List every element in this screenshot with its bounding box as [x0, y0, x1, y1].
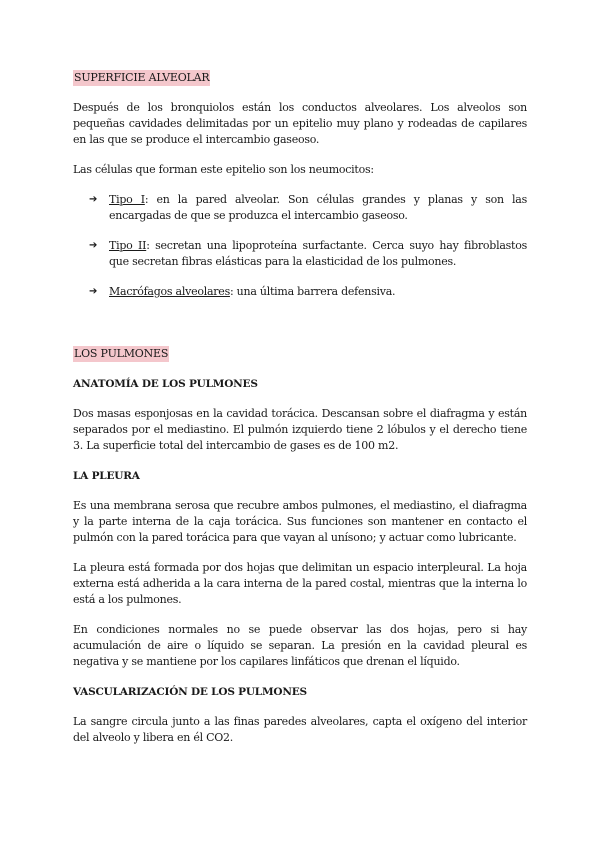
list-item-text: : en la pared alveolar. Son células grandes y planas y son las encargadas de que se produzca el intercambio gaseoso.	[109, 193, 527, 222]
arrow-bullet-icon: ➔	[89, 240, 98, 251]
heading-vascularizacion: VASCULARIZACIÓN DE LOS PULMONES	[73, 686, 307, 698]
document-page	[73, 64, 527, 746]
paragraph-pleura-3: En condiciones normales no se puede observar las dos hojas, pero si hay acumulación de aire o líquido se separan. La presión en la cavidad pleural es negativa y se mantiene por los capilares linfáticos que drenan el líquido.	[73, 623, 527, 668]
list-item-tipo-ii	[73, 238, 527, 270]
paragraph-pleura-1: Es una membrana serosa que recubre ambos pulmones, el mediastino, el diafragma y la parte interna de la caja torácica. Sus funciones son mantener en contacto el pulmón con la pared torácica para que vayan al unísono; y actuar como lubricante.	[73, 499, 527, 544]
list-item-macrofagos	[73, 284, 527, 300]
list-item-tipo-i	[73, 192, 527, 224]
neumocitos-list	[73, 192, 527, 300]
heading-anatomia: ANATOMÍA DE LOS PULMONES	[73, 378, 258, 390]
list-item-text: : secretan una lipoproteína surfactante. Cerca suyo hay fibroblastos que secretan fibras elásticas para la elasticidad de los pulmones.	[109, 239, 527, 268]
arrow-bullet-icon: ➔	[89, 194, 98, 205]
list-item-term: Tipo II	[109, 239, 147, 252]
arrow-bullet-icon: ➔	[89, 286, 98, 297]
heading-pleura: LA PLEURA	[73, 470, 140, 482]
list-item-term: Macrófagos alveolares	[109, 285, 230, 298]
section-title-superficie-alveolar: SUPERFICIE ALVEOLAR	[74, 71, 210, 84]
paragraph-pleura-2: La pleura está formada por dos hojas que delimitan un espacio interpleural. La hoja externa está adherida a la cara interna de la pared costal, mientras que la interna lo está a los pulmones.	[73, 561, 527, 606]
list-item-term: Tipo I	[109, 193, 145, 206]
paragraph-alveolos: Después de los bronquiolos están los conductos alveolares. Los alveolos son pequeñas cavidades delimitadas por un epitelio muy plano y rodeadas de capilares en las que se produce el intercambio gaseoso.	[73, 101, 527, 146]
paragraph-anatomia: Dos masas esponjosas en la cavidad torácica. Descansan sobre el diafragma y están separados por el mediastino. El pulmón izquierdo tiene 2 lóbulos y el derecho tiene 3. La superficie total del intercambio de gases es de 100 m2.	[73, 407, 527, 452]
paragraph-vascularizacion: La sangre circula junto a las finas paredes alveolares, capta el oxígeno del interior del alveolo y libera en él CO2.	[73, 715, 527, 744]
paragraph-neumocitos: Las células que forman este epitelio son los neumocitos:	[73, 163, 374, 176]
list-item-text: : una última barrera defensiva.	[229, 285, 396, 298]
section-title-los-pulmones: LOS PULMONES	[74, 347, 169, 360]
